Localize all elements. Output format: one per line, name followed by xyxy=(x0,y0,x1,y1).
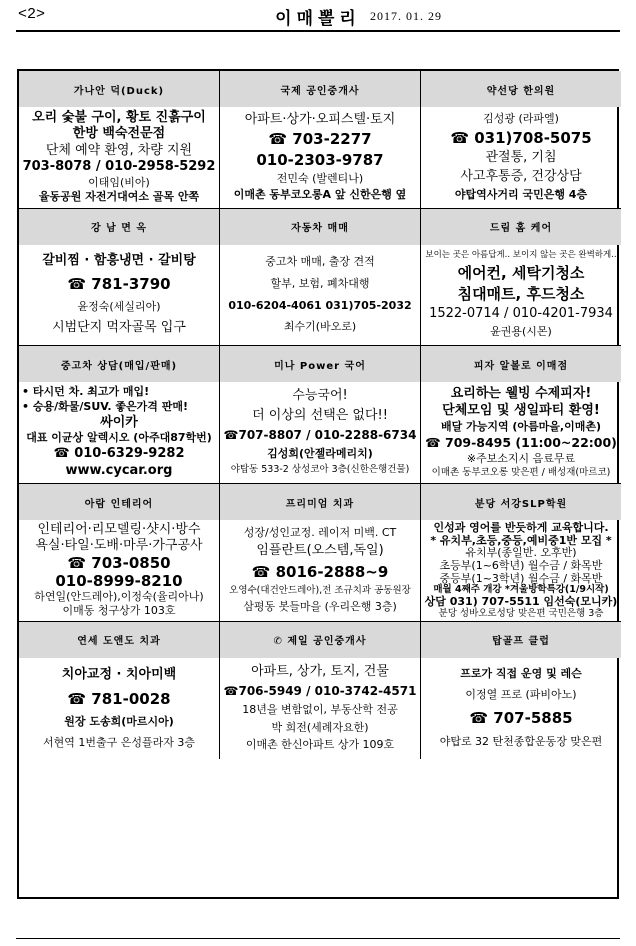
ad-line: 18년을 변함없이, 부동산학 전공 xyxy=(242,702,398,716)
ad-line: 프로가 직접 운영 및 레슨 xyxy=(460,667,582,681)
ad-body xyxy=(421,245,621,346)
ad-body xyxy=(220,382,420,483)
ad-line: 율동공원 자전거대여소 골목 안쪽 xyxy=(38,190,200,204)
ad-line: 한방 백숙전문점 xyxy=(72,126,166,142)
ad-line: ☎707-8807 / 010-2288-6734 xyxy=(223,427,417,442)
ad-line: • 타시던 차. 최고가 매입! xyxy=(22,385,150,399)
ad-line: 오리 숯불 구이, 황토 진흙구이 xyxy=(32,109,206,125)
ad-line: 초등부(1~6학년) 월수금 / 화목반 xyxy=(439,558,603,572)
ad-cell xyxy=(220,71,421,209)
ad-cell xyxy=(421,484,621,622)
ad-line: 성장/성인교정. 레이저 미백. CT xyxy=(243,525,397,539)
ad-cell xyxy=(19,622,220,760)
ad-line: 박 희전(세례자요한) xyxy=(271,720,369,734)
ad-line: ☎ 010-6329-9282 xyxy=(53,446,185,462)
ad-cell xyxy=(19,71,220,209)
ad-line: 윤권용(시몬) xyxy=(490,325,552,339)
page-number: <2> xyxy=(18,6,46,23)
ad-title: 연세 도앤도 치과 xyxy=(19,622,219,658)
ad-body xyxy=(220,520,420,621)
ad-title: 프리미엄 치과 xyxy=(220,484,420,520)
ad-title: 드림 홈 케어 xyxy=(421,209,621,245)
ad-line: ☎ 707-5885 xyxy=(469,709,573,728)
ad-line: 배달 가능지역 (아름마을,이매촌) xyxy=(440,420,602,434)
ad-line: 수능국어! xyxy=(292,388,348,404)
ad-line: 욕실·타일·도배·마루·가구공사 xyxy=(35,537,203,553)
ad-line: 윤정숙(세실리아) xyxy=(77,299,161,313)
bulletin-title: 이매뽈리 xyxy=(275,9,361,29)
ad-title: ✆ 제일 공인중개사 xyxy=(220,622,420,658)
ad-line: 김성광 (라파엘) xyxy=(483,112,559,126)
ad-line: ☎706-5949 / 010-3742-4571 xyxy=(223,683,417,698)
ad-title: 중고차 상담(매입/판매) xyxy=(19,346,219,382)
ad-line: 갈비찜 · 함흥냉면 · 갈비탕 xyxy=(42,253,196,269)
ad-line: ☎ 031)708-5075 xyxy=(450,128,592,147)
ad-line: 중등부(1~3학년) 월수금 / 화목반 xyxy=(439,571,603,585)
ad-title: 아람 인테리어 xyxy=(19,484,219,520)
ad-body xyxy=(220,245,420,346)
ad-line: 시범단지 먹자골목 입구 xyxy=(52,319,186,335)
ad-cell xyxy=(220,346,421,484)
ad-line: 할부, 보험, 폐차대행 xyxy=(270,276,370,290)
ad-line: 이매촌 동부코오롱 맞은편 / 배성재(마르코) xyxy=(431,466,611,478)
ad-body xyxy=(421,107,621,208)
ad-line: 매월 4째주 개강 *겨울방학특강(1/9시작) xyxy=(433,584,609,596)
ad-line: 야탑역사거리 국민은행 4층 xyxy=(454,187,588,201)
footer-rule xyxy=(16,938,620,939)
ad-cell xyxy=(19,484,220,622)
ad-line: ☎ 703-0850 xyxy=(67,553,171,572)
ad-line: 요리하는 웰빙 수제피자! xyxy=(450,385,592,401)
ad-body xyxy=(421,382,621,483)
ad-title: 강 남 면 옥 xyxy=(19,209,219,245)
ad-line: ☎ 709-8495 (11:00~22:00) xyxy=(425,435,617,451)
ad-cell xyxy=(220,484,421,622)
ad-line: 보이는 곳은 아름답게.. 보이지 않는 곳은 완벽하게.. xyxy=(425,249,617,260)
ad-body xyxy=(19,382,219,483)
ad-line: 이매동 청구상가 103호 xyxy=(62,604,176,618)
ad-body xyxy=(421,658,621,760)
ad-line: 더 이상의 선택은 없다!! xyxy=(252,408,388,424)
ad-body xyxy=(19,520,219,621)
ad-line: 유치부(종일반. 오후반) xyxy=(465,546,577,560)
ad-line: 삼평동 봇들마을 (우리은행 3층) xyxy=(243,600,397,614)
ad-line: 아파트, 상가, 토지, 건물 xyxy=(251,663,389,679)
ad-line: 침대매트, 후드청소 xyxy=(457,285,585,304)
ad-cell xyxy=(220,209,421,347)
ad-cell xyxy=(19,209,220,347)
ad-line: 관절통, 기침 xyxy=(485,149,557,165)
ad-line: 이태임(비아) xyxy=(88,176,150,190)
ad-line: 703-8078 / 010-2958-5292 xyxy=(22,159,216,175)
ad-line: 이매촌 한신아파트 상가 109호 xyxy=(245,738,395,752)
ad-line: ☎ 781-3790 xyxy=(67,275,171,294)
issue-date: 2017. 01. 29 xyxy=(370,9,442,23)
ad-line: ☎ 8016-2888~9 xyxy=(251,562,389,581)
ad-title: 탑골프 클럽 xyxy=(421,622,621,658)
ad-body xyxy=(19,245,219,346)
ad-line: 전민숙 (발렌티나) xyxy=(276,172,364,186)
ad-cell xyxy=(19,346,220,484)
ad-line: 싸이카 xyxy=(100,414,138,430)
ad-title: 미나 Power 국어 xyxy=(220,346,420,382)
ad-line: 중고차 매매, 출장 견적 xyxy=(265,254,375,268)
ad-line: 단체 예약 환영, 차량 지원 xyxy=(45,142,193,158)
ad-title: 분당 서강SLP학원 xyxy=(421,484,621,520)
ad-line: 010-6204-4061 031)705-2032 xyxy=(228,298,412,312)
ad-line: 이매촌 동부코오롱A 앞 신한은행 옆 xyxy=(233,188,407,202)
ad-line: 분당 성바오로성당 맞은편 국민은행 3층 xyxy=(438,607,604,619)
ad-body xyxy=(19,658,219,760)
ad-line: ☎ 781-0028 xyxy=(67,689,171,708)
ad-grid xyxy=(17,69,619,899)
ad-line: 인테리어·리모델링·샷시·방수 xyxy=(37,522,201,537)
ad-line: 이정열 프로 (파비아노) xyxy=(465,688,577,702)
ad-line: • 승용/화물/SUV. 좋은가격 판매! xyxy=(22,399,188,413)
ad-line: 010-8999-8210 xyxy=(55,572,183,591)
ad-line: 최수기(바오로) xyxy=(283,320,357,334)
ad-title: 약선당 한의원 xyxy=(421,71,621,107)
header-rule xyxy=(16,30,620,32)
ad-line: 대표 이균상 알렉시오 (아주대87학번) xyxy=(26,431,212,445)
ad-body xyxy=(19,107,219,208)
ad-line: 원장 도송희(마르시아) xyxy=(64,714,174,728)
ad-cell xyxy=(421,209,621,347)
ad-cell xyxy=(421,346,621,484)
page-header xyxy=(18,4,618,30)
ad-line: 치아교정 · 치아미백 xyxy=(61,666,177,682)
ad-line: 인성과 영어를 반듯하게 교육합니다. xyxy=(433,521,609,534)
ad-line: 오영수(대건안드레아),전 조규치과 공동원장 xyxy=(229,584,411,596)
ad-line: 야탑동 533-2 상성코아 3층(신한은행건물) xyxy=(230,464,410,476)
ad-body xyxy=(220,658,420,760)
ad-line: 임플란트(오스템,독일) xyxy=(256,543,384,559)
ad-line: 상담 031) 707-5511 임선숙(모니카) xyxy=(424,595,618,609)
ad-line: ☎ 703-2277 xyxy=(268,130,372,149)
ad-title: 가나안 덕(Duck) xyxy=(19,71,219,107)
ad-line: 단체모임 및 생일파티 환영! xyxy=(442,402,600,418)
ad-line: 1522-0714 / 010-4201-7934 xyxy=(429,306,613,322)
ad-title: 피자 알볼로 이매점 xyxy=(421,346,621,382)
ad-line: 에어컨, 세탁기청소 xyxy=(457,263,585,282)
ad-cell xyxy=(220,622,421,760)
ad-line: 하연일(안드레아),이정숙(율리아나) xyxy=(34,590,204,604)
ad-line: 사고후통증, 건강상담 xyxy=(460,168,582,184)
ad-cell xyxy=(421,71,621,209)
ad-line: 야탑로 32 탄천종합운동장 맞은편 xyxy=(439,735,603,749)
ad-line: ※주보소지시 음료무료 xyxy=(466,451,576,465)
ad-body xyxy=(421,520,621,622)
ad-line: * 유치부,초등,중등,예비중1반 모집 * xyxy=(430,533,612,547)
ad-line: 서현역 1번출구 은성플라자 3층 xyxy=(43,735,195,749)
ad-line: www.cycar.org xyxy=(65,463,173,479)
ad-line: 김성희(안젤라메리치) xyxy=(267,446,373,460)
ad-line: 010-2303-9787 xyxy=(256,151,384,170)
ad-line: 아파트·상가·오피스텔·토지 xyxy=(244,111,396,127)
ad-cell xyxy=(421,622,621,760)
ad-title: 국제 공인중개사 xyxy=(220,71,420,107)
ad-body xyxy=(220,107,420,208)
ad-title: 자동차 매매 xyxy=(220,209,420,245)
